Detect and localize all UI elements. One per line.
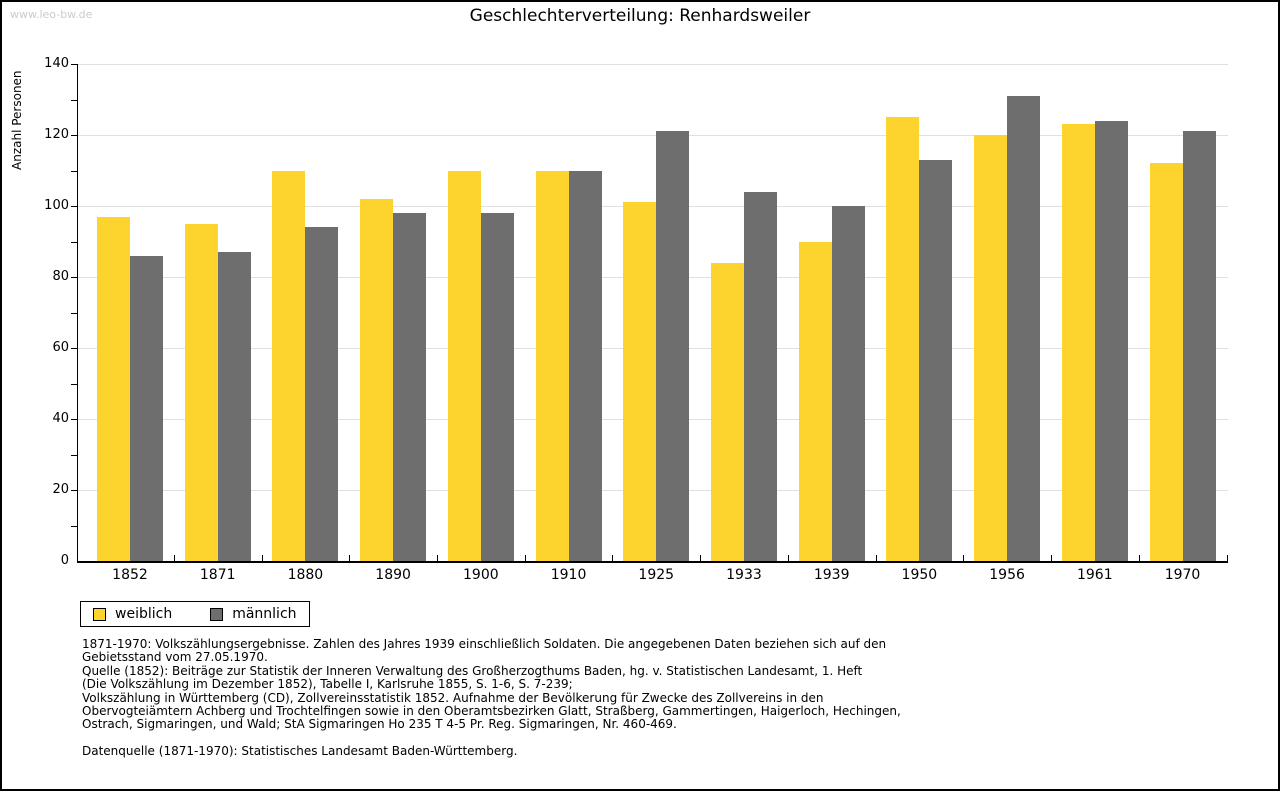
x-axis-label: 1880 (287, 567, 324, 583)
x-axis-tick (788, 555, 789, 561)
bar-männlich-1956 (1007, 96, 1040, 561)
footer-line: (Die Volkszählung im Dezember 1852), Tabelle I, Karlsruhe 1855, S. 1-6, S. 7-239; (82, 677, 573, 692)
x-axis-tick (700, 555, 701, 561)
x-axis-tick (437, 555, 438, 561)
x-axis-label: 1900 (463, 567, 499, 583)
bar-weiblich-1880 (272, 171, 305, 562)
x-axis-label: 1933 (726, 567, 762, 583)
x-axis-label: 1950 (901, 567, 938, 583)
x-axis-label: 1871 (199, 567, 236, 583)
bar-männlich-1925 (656, 131, 689, 561)
y-axis-tick (71, 100, 77, 101)
y-axis-tick (71, 171, 77, 172)
x-axis-label: 1939 (813, 567, 850, 583)
x-axis-label: 1910 (550, 567, 587, 583)
bar-männlich-1933 (744, 192, 777, 561)
bar-männlich-1910 (569, 171, 602, 562)
y-axis-tick (71, 242, 77, 243)
footer-line: Volkszählung in Württemberg (CD), Zollvereinsstatistik 1852. Aufnahme der Bevölkerung für Zwecke des Zollvereins in den (82, 690, 824, 705)
x-axis-tick (963, 555, 964, 561)
bar-weiblich-1900 (448, 171, 481, 562)
footer-line: Quelle (1852): Beiträge zur Statistik der Inneren Verwaltung des Großherzogthums Baden, hg. v. Statistischen Landesamt, 1. Heft (82, 663, 863, 678)
bar-weiblich-1961 (1062, 124, 1095, 561)
legend-label-maennlich: männlich (232, 606, 297, 622)
x-axis-tick (525, 555, 526, 561)
y-axis-tick (71, 206, 77, 207)
bar-männlich-1880 (305, 227, 338, 561)
y-axis-tick-label: 120 (44, 127, 69, 142)
bar-weiblich-1871 (185, 224, 218, 561)
bar-männlich-1900 (481, 213, 514, 561)
legend-label-weiblich: weiblich (115, 606, 173, 622)
footer-notes (82, 638, 901, 759)
footer-line: Gebietsstand vom 27.05.1970. (82, 650, 268, 665)
bar-weiblich-1910 (536, 171, 569, 562)
x-axis-tick (174, 555, 175, 561)
x-axis-label: 1925 (638, 567, 675, 583)
y-axis-tick (71, 135, 77, 136)
footer-source: Datenquelle (1871-1970): Statistisches Landesamt Baden-Württemberg. (82, 744, 518, 759)
bar-weiblich-1933 (711, 263, 744, 561)
chart-title: Geschlechterverteilung: Renhardsweiler (469, 6, 811, 26)
y-axis-tick (71, 490, 77, 491)
y-axis-tick-label: 80 (52, 269, 69, 284)
bar-weiblich-1925 (623, 202, 656, 561)
y-axis-tick (71, 64, 77, 65)
legend-item-maennlich (210, 606, 296, 622)
x-axis-label: 1970 (1164, 567, 1201, 583)
y-axis-tick-label: 100 (44, 198, 69, 213)
x-axis-tick (262, 555, 263, 561)
plot-area (77, 64, 1228, 583)
y-axis-tick (71, 384, 77, 385)
bar-weiblich-1950 (886, 117, 919, 561)
x-axis-label: 1852 (112, 567, 148, 583)
legend-item-weiblich (93, 606, 172, 622)
y-axis-tick (71, 419, 77, 420)
bar-weiblich-1852 (97, 217, 130, 561)
y-axis-tick-label: 140 (44, 56, 69, 71)
bar-männlich-1890 (393, 213, 426, 561)
legend (80, 601, 310, 627)
y-axis-title: Anzahl Personen (10, 70, 24, 170)
bar-weiblich-1956 (974, 135, 1007, 561)
y-axis-tick (71, 277, 77, 278)
footer-line: Obervogteiämtern Achberg und Trochtelfingen sowie in den Oberamtsbezirken Glatt, Straßberg, Gammertingen, Haigerloch, Hechingen, (82, 704, 901, 719)
x-axis-tick (349, 555, 350, 561)
y-axis-tick (71, 313, 77, 314)
y-axis-tick-label: 40 (52, 411, 69, 426)
x-axis-tick (1051, 555, 1052, 561)
gridline (78, 135, 1228, 136)
weiblich-swatch-icon (93, 608, 106, 621)
maennlich-swatch-icon (210, 608, 223, 621)
bar-männlich-1939 (832, 206, 865, 561)
bar-weiblich-1890 (360, 199, 393, 561)
y-axis-tick-label: 0 (60, 553, 69, 568)
x-axis-label: 1961 (1076, 567, 1113, 583)
bar-männlich-1970 (1183, 131, 1216, 561)
x-axis-tick (612, 555, 613, 561)
bar-männlich-1961 (1095, 121, 1128, 561)
watermark: www.leo-bw.de (10, 8, 93, 21)
y-axis-tick (71, 348, 77, 349)
bar-männlich-1950 (919, 160, 952, 561)
gridline (78, 64, 1228, 65)
bar-weiblich-1939 (799, 242, 832, 562)
bar-männlich-1852 (130, 256, 163, 561)
x-axis-tick (1139, 555, 1140, 561)
x-axis-tick (876, 555, 877, 561)
x-axis-tick (1227, 555, 1228, 561)
y-axis-tick (71, 526, 77, 527)
x-axis-label: 1956 (989, 567, 1025, 583)
bar-männlich-1871 (218, 252, 251, 561)
y-axis-tick (71, 455, 77, 456)
y-axis-tick-label: 60 (52, 340, 69, 355)
y-axis-tick-label: 20 (52, 482, 69, 497)
footer-line: 1871-1970: Volkszählungsergebnisse. Zahlen des Jahres 1939 einschließlich Soldaten. Die angegebenen Daten beziehen sich auf den (82, 637, 887, 651)
bar-weiblich-1970 (1150, 163, 1183, 561)
x-axis-label: 1890 (375, 567, 411, 583)
footer-line: Ostrach, Sigmaringen, und Wald; StA Sigmaringen Ho 235 T 4-5 Pr. Reg. Sigmaringen, Nr. 460-469. (82, 717, 677, 732)
